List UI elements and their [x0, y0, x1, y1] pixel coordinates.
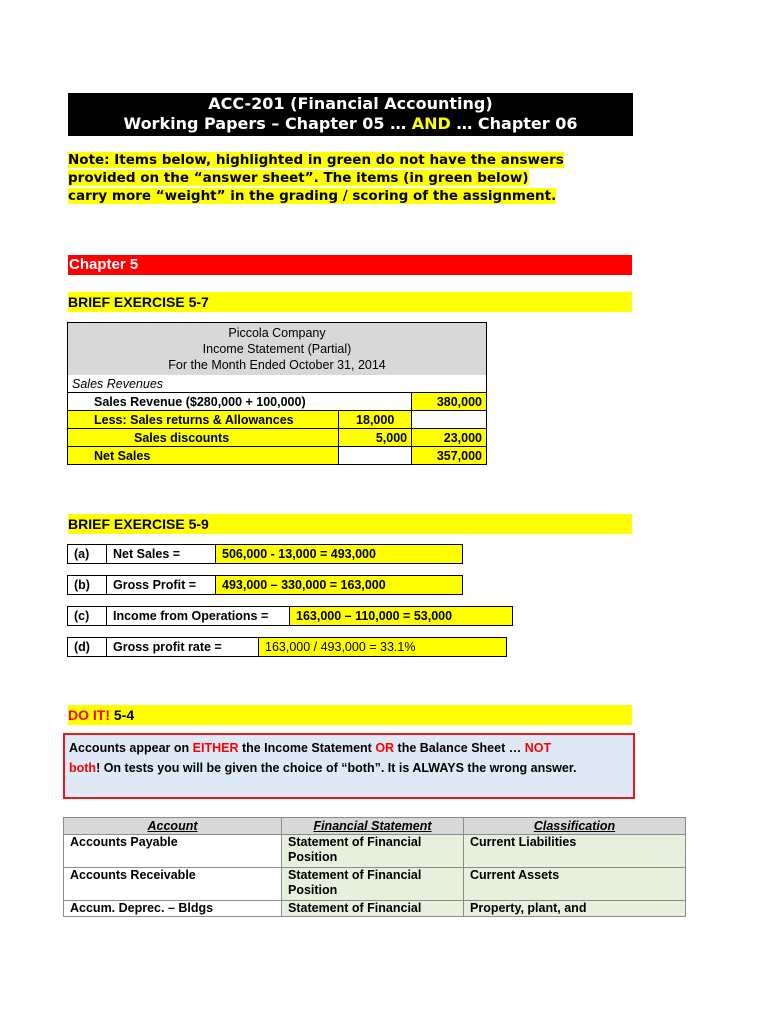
statement-name: Income Statement (Partial)	[202, 342, 352, 356]
row-right	[412, 411, 487, 429]
title-line-2-part-a: Working Papers – Chapter 05 …	[123, 114, 412, 133]
text-part: ! On tests you will be given the choice of “both”. It is ALWAYS the wrong answer.	[96, 761, 577, 775]
column-header: Financial Statement	[282, 818, 464, 835]
account-cell: Accounts Payable	[64, 835, 282, 868]
row-right: 23,000	[412, 429, 487, 447]
table-row	[68, 411, 487, 429]
item-label: Gross profit rate =	[107, 638, 259, 657]
item-letter: (b)	[68, 576, 107, 595]
do-it-number: 5-4	[110, 707, 135, 723]
be-5-9-item-b	[67, 575, 463, 595]
statement-cell: Statement of Financial Position	[282, 868, 464, 901]
row-mid: 5,000	[339, 429, 412, 447]
be-5-9-item-a	[67, 544, 463, 564]
classification-cell: Property, plant, and	[464, 901, 686, 917]
note	[68, 151, 638, 205]
statement-period: For the Month Ended October 31, 2014	[168, 358, 386, 372]
document-title	[68, 93, 633, 136]
table-row	[64, 901, 686, 917]
company-name: Piccola Company	[228, 326, 326, 340]
text-part: the Income Statement	[238, 741, 376, 755]
note-line-1: Note: Items below, highlighted in green do not have the answers	[68, 152, 564, 168]
do-it-heading	[68, 705, 632, 725]
row-label: Sales discounts	[68, 429, 339, 447]
item-label: Gross Profit =	[107, 576, 216, 595]
classification-cell: Current Liabilities	[464, 835, 686, 868]
row-right: 380,000	[412, 393, 487, 411]
row-label: Sales Revenue ($280,000 + 100,000)	[68, 393, 339, 411]
column-header: Classification	[464, 818, 686, 835]
item-letter: (a)	[68, 545, 107, 564]
chapter-5-heading: Chapter 5	[68, 255, 632, 275]
item-value: 163,000 – 110,000 = 53,000	[290, 607, 513, 626]
be-5-9-item-d	[67, 637, 507, 657]
note-line-2: provided on the “answer sheet”. The items (in green below)	[68, 170, 529, 186]
account-cell: Accum. Deprec. – Bldgs	[64, 901, 282, 917]
do-it-instructions	[63, 733, 635, 799]
not-emphasis: NOT	[524, 741, 552, 755]
income-statement-header	[68, 323, 487, 376]
item-value: 493,000 – 330,000 = 163,000	[216, 576, 463, 595]
statement-cell: Statement of Financial	[282, 901, 464, 917]
table-row	[68, 393, 487, 411]
sales-revenues-label: Sales Revenues	[68, 375, 487, 393]
item-letter: (d)	[68, 638, 107, 657]
statement-cell: Statement of Financial Position	[282, 835, 464, 868]
do-it-label: DO IT!	[68, 707, 110, 723]
be-5-9-item-c	[67, 606, 513, 626]
item-letter: (c)	[68, 607, 107, 626]
column-header: Account	[64, 818, 282, 835]
row-right: 357,000	[412, 447, 487, 465]
income-statement-table	[67, 322, 487, 465]
account-cell: Accounts Receivable	[64, 868, 282, 901]
table-row	[68, 447, 487, 465]
title-line-1: ACC-201 (Financial Accounting)	[208, 94, 493, 113]
title-line-2-part-b: … Chapter 06	[450, 114, 578, 133]
row-label: Less: Sales returns & Allowances	[68, 411, 339, 429]
note-line-3: carry more “weight” in the grading / scoring of the assignment.	[68, 188, 557, 204]
title-and: AND	[411, 114, 451, 133]
item-label: Net Sales =	[107, 545, 216, 564]
row-mid	[339, 447, 412, 465]
or-emphasis: OR	[375, 741, 395, 755]
table-row	[64, 868, 686, 901]
row-label: Net Sales	[68, 447, 339, 465]
table-row	[64, 835, 686, 868]
classification-cell: Current Assets	[464, 868, 686, 901]
title-line-2	[68, 114, 633, 134]
table-row	[68, 429, 487, 447]
row-mid	[339, 393, 412, 411]
both-emphasis: both	[69, 761, 97, 775]
item-label: Income from Operations =	[107, 607, 290, 626]
either-emphasis: EITHER	[192, 741, 239, 755]
row-mid: 18,000	[339, 411, 412, 429]
text-part: Accounts appear on	[69, 741, 193, 755]
text-part: the Balance Sheet …	[394, 741, 525, 755]
item-value: 163,000 / 493,000 = 33.1%	[259, 638, 507, 657]
be-5-7-heading: BRIEF EXERCISE 5-7	[68, 292, 632, 312]
be-5-9-heading: BRIEF EXERCISE 5-9	[68, 514, 632, 534]
accounts-table	[63, 817, 686, 917]
item-value: 506,000 - 13,000 = 493,000	[216, 545, 463, 564]
